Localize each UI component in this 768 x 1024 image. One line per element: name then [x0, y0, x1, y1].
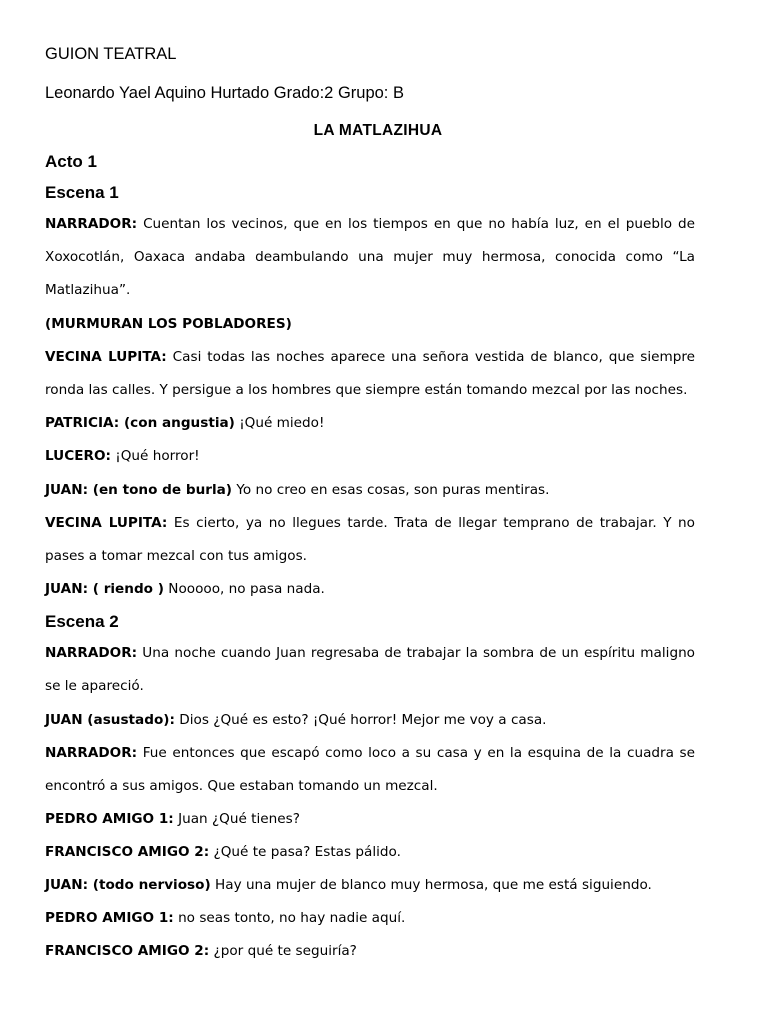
speaker-name: LUCERO:	[45, 448, 111, 464]
dialogue-text: Fue entonces que escapó como loco a su casa y en la esquina de la cuadra se encontró a sus amigos. Que estaban tomando un mezcal.	[45, 745, 695, 794]
dialogue-text: Dios ¿Qué es esto? ¡Qué horror! Mejor me voy a casa.	[174, 712, 547, 728]
document-label: GUION TEATRAL	[45, 45, 177, 63]
dialogue-text: Una noche cuando Juan regresaba de trabajar la sombra de un espíritu maligno se le apareció.	[45, 645, 695, 694]
speaker-name: VECINA LUPITA:	[45, 515, 168, 531]
dialogue-line	[45, 573, 695, 606]
dialogue-text: ¿por qué te seguiría?	[209, 943, 357, 959]
dialogue-text: ¡Qué horror!	[110, 448, 200, 464]
dialogue-line	[45, 737, 695, 803]
speaker-name: JUAN: (en tono de burla)	[45, 482, 233, 498]
dialogue-text: Nooooo, no pasa nada.	[163, 581, 325, 597]
dialogue-text: Casi todas las noches aparece una señora vestida de blanco, que siempre ronda las calles. Y persigue a los hombres que siempre están tomando mezcal por las noches.	[45, 349, 695, 398]
student-info: Leonardo Yael Aquino Hurtado Grado:2 Grupo: B	[45, 84, 404, 102]
dialogue-line	[45, 637, 695, 703]
speaker-name: FRANCISCO AMIGO 2:	[45, 844, 210, 860]
stage-direction	[45, 308, 695, 341]
speaker-name: PEDRO AMIGO 1:	[45, 910, 174, 926]
speaker-name: PATRICIA: (con angustia)	[45, 415, 235, 431]
dialogue-line	[45, 407, 695, 440]
dialogue-line	[45, 507, 695, 573]
dialogue-line	[45, 208, 695, 307]
speaker-name: PEDRO AMIGO 1:	[45, 811, 174, 827]
dialogue-text: Es cierto, ya no llegues tarde. Trata de llegar temprano de trabajar. Y no pases a tomar mezcal con tus amigos.	[45, 515, 695, 564]
dialogue-line	[45, 474, 695, 507]
dialogue-line	[45, 341, 695, 407]
speaker-name: JUAN (asustado):	[45, 712, 175, 728]
dialogue-line	[45, 935, 695, 968]
dialogue-text: ¡Qué miedo!	[234, 415, 325, 431]
speaker-name: NARRADOR:	[45, 745, 138, 761]
speaker-name: NARRADOR:	[45, 216, 138, 232]
speaker-name: VECINA LUPITA:	[45, 349, 167, 365]
scene-2-heading: Escena 2	[45, 612, 119, 631]
dialogue-line	[45, 869, 695, 902]
dialogue-text: no seas tonto, no hay nadie aquí.	[173, 910, 406, 926]
speaker-name: JUAN: ( riendo )	[45, 581, 164, 597]
dialogue-line	[45, 803, 695, 836]
dialogue-line	[45, 836, 695, 869]
dialogue-text: Yo no creo en esas cosas, son puras mentiras.	[232, 482, 550, 498]
dialogue-line	[45, 440, 695, 473]
dialogue-line	[45, 704, 695, 737]
play-title: LA MATLAZIHUA	[313, 122, 443, 139]
speaker-name: FRANCISCO AMIGO 2:	[45, 943, 210, 959]
dialogue-text: Cuentan los vecinos, que en los tiempos en que no había luz, en el pueblo de Xoxocotlán, Oaxaca andaba deambulando una mujer muy hermosa, conocida como “La Matlazihua”.	[45, 216, 695, 298]
speaker-name: NARRADOR:	[45, 645, 138, 661]
dialogue-text: Hay una mujer de blanco muy hermosa, que me está siguiendo.	[210, 877, 652, 893]
speaker-name: (MURMURAN LOS POBLADORES)	[45, 316, 292, 332]
dialogue-text: ¿Qué te pasa? Estas pálido.	[209, 844, 401, 860]
dialogue-line	[45, 902, 695, 935]
speaker-name: JUAN: (todo nervioso)	[45, 877, 211, 893]
scene-1-heading: Escena 1	[45, 183, 119, 202]
act-heading: Acto 1	[45, 152, 97, 171]
dialogue-text: Juan ¿Qué tienes?	[173, 811, 300, 827]
